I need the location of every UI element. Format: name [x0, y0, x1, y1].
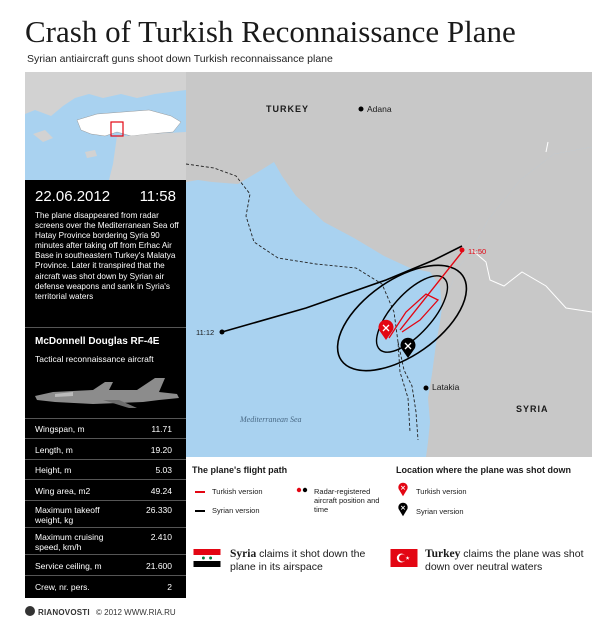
- spec-row: [25, 500, 186, 527]
- city-dot-latakia: [424, 386, 429, 391]
- spec-label: Maximum cruising speed, km/h: [35, 532, 104, 552]
- spec-label: Wing area, m2: [35, 486, 91, 496]
- turkey-flag-icon: [390, 549, 418, 567]
- legend-syrian-version: Syrian version: [212, 506, 260, 515]
- syria-flag-icon: [193, 549, 221, 567]
- spec-value: 2: [167, 582, 172, 592]
- spec-value: 5.03: [155, 465, 172, 475]
- city-dot-adana: [359, 107, 364, 112]
- spec-label: Maximum takeoff weight, kg: [35, 505, 100, 525]
- legend-shot-down-title: Location where the plane was shot down: [396, 465, 572, 475]
- spec-row: [25, 459, 186, 479]
- spec-label: Length, m: [35, 445, 73, 455]
- event-description: The plane disappeared from radar screens over the Mediterranean Sea off Hatay Province bordering Syria 90 minutes after taking off from Erhac Air Base in southeastern Turkey's Malatya Province. Later it transpired that the aircraft was shot down by Syrian air defense weapons and sank in Syria's territorial waters: [35, 211, 179, 301]
- radar-dot: [220, 330, 225, 335]
- info-sidebar: [25, 72, 186, 598]
- event-date: 22.06.2012: [35, 188, 111, 205]
- label-syria: SYRIA: [516, 404, 549, 414]
- label-time-1150: 11:50: [468, 247, 487, 256]
- footer: [25, 606, 176, 617]
- legend-radar-note: Radar-registered aircraft position and time: [314, 487, 380, 514]
- spec-row: [25, 418, 186, 438]
- flight-path-map: [186, 72, 592, 457]
- legend-shot-turkish: Turkish version: [416, 487, 467, 496]
- spec-row: [25, 479, 186, 500]
- spec-value: 11.71: [151, 424, 172, 434]
- spec-value: 49.24: [150, 486, 172, 496]
- radar-dot: [460, 248, 465, 253]
- turkey-claim-country: Turkey: [425, 548, 461, 560]
- legend-syrian-line: [195, 510, 205, 512]
- divider: [25, 327, 186, 328]
- legend-flight-path-title: The plane's flight path: [192, 465, 288, 475]
- legend-turkish-version: Turkish version: [212, 487, 263, 496]
- ria-logo-icon: [25, 606, 35, 616]
- locator-inset-map: [25, 72, 186, 180]
- spec-row: [25, 554, 186, 575]
- event-time: 11:58: [139, 188, 176, 205]
- spec-row: [25, 438, 186, 459]
- label-latakia: Latakia: [432, 382, 460, 392]
- footer-brand: RIANOVOSTI: [38, 608, 90, 617]
- aircraft-type: Tactical reconnaissance aircraft: [35, 354, 154, 364]
- page-title: Crash of Turkish Reconnaissance Plane: [25, 14, 516, 49]
- spec-label: Service ceiling, m: [35, 561, 102, 571]
- spec-value: 2.410: [150, 532, 172, 542]
- legend-turkish-line: [195, 491, 205, 493]
- legend-syrian-marker-icon: [397, 502, 409, 517]
- legend-turkish-marker-icon: [397, 482, 409, 497]
- legend-radar-dots: [296, 486, 308, 494]
- aircraft-silhouette: [33, 372, 181, 414]
- spec-value: 21.600: [146, 561, 172, 571]
- aircraft-model: McDonnell Douglas RF-4E: [35, 336, 160, 347]
- syria-claim-country: Syria: [230, 548, 257, 560]
- turkey-claim: [425, 548, 585, 574]
- turkey-claim-text: claims the plane was shot down over neutral waters: [425, 548, 584, 573]
- spec-label: Wingspan, m: [35, 424, 85, 434]
- page-subtitle: Syrian antiaircraft guns shoot down Turkish reconnaissance plane: [27, 53, 333, 65]
- spec-row: [25, 527, 186, 554]
- spec-value: 26.330: [146, 505, 172, 515]
- label-sea: Mediterranean Sea: [240, 415, 302, 424]
- spec-row: [25, 575, 186, 596]
- spec-label: Height, m: [35, 465, 72, 475]
- footer-copyright: © 2012 WWW.RIA.RU: [96, 608, 176, 617]
- label-time-1112: 11:12: [196, 328, 215, 337]
- spec-label: Crew, nr. pers.: [35, 582, 90, 592]
- syria-claim-text: claims it shot down the plane in its airspace: [230, 548, 366, 573]
- syria-claim: [230, 548, 380, 574]
- legend-shot-syrian: Syrian version: [416, 507, 464, 516]
- label-turkey: TURKEY: [266, 104, 310, 114]
- spec-value: 19.20: [150, 445, 172, 455]
- label-adana: Adana: [367, 104, 392, 114]
